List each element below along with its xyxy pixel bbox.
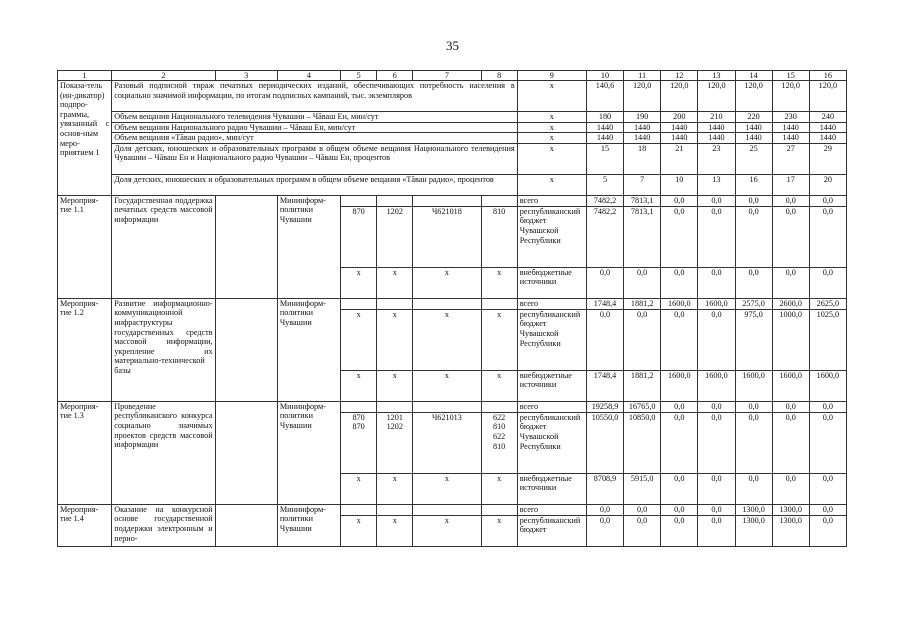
event-value-15: 0,0 <box>772 195 809 206</box>
event-target-code <box>413 504 481 515</box>
program-table <box>57 70 847 547</box>
event-value-14: 0,0 <box>735 401 772 412</box>
event-gov-code <box>341 298 377 309</box>
indicator-label: Показа-тель (ин-дикатор) подпро-граммы, увязанный с основ-ным меро-приятием 1 <box>58 81 112 196</box>
event-value-15: 0,0 <box>772 412 809 473</box>
event-value-12: 0,0 <box>661 412 698 473</box>
event-value-16: 0,0 <box>809 412 846 473</box>
event-gov-code: 870 870 <box>341 412 377 473</box>
header-col-16: 16 <box>809 71 846 81</box>
event-value-12: 0,0 <box>661 195 698 206</box>
event-value-16: 2625,0 <box>809 298 846 309</box>
event-target-code <box>413 401 481 412</box>
event-value-14: 0,0 <box>735 412 772 473</box>
indicator-value-15: 27 <box>772 143 809 174</box>
event-section-code: x <box>377 267 413 298</box>
event-section-code: x <box>377 370 413 401</box>
event-value-10: 1748,4 <box>586 370 623 401</box>
event-value-13: 1600,0 <box>698 298 735 309</box>
event-section-code: 1201 1202 <box>377 412 413 473</box>
indicator-value-12: 21 <box>661 143 698 174</box>
event-value-13: 0,0 <box>698 267 735 298</box>
indicator-x: x <box>517 112 586 123</box>
indicator-value-13: 13 <box>698 174 735 195</box>
event-funding-source: республиканский бюджет Чувашской Республики <box>517 206 586 267</box>
event-col3 <box>215 195 277 298</box>
header-col-14: 14 <box>735 71 772 81</box>
event-value-14: 0,0 <box>735 267 772 298</box>
event-value-13: 0,0 <box>698 401 735 412</box>
event-label: Мероприя-тие 1.1 <box>58 195 112 298</box>
event-value-12: 0,0 <box>661 515 698 546</box>
indicator-value-13: 1440 <box>698 122 735 133</box>
event-section-code: 1202 <box>377 206 413 267</box>
indicator-value-14: 1440 <box>735 122 772 133</box>
event-value-11: 0,0 <box>624 309 661 370</box>
indicator-value-10: 180 <box>586 112 623 123</box>
indicator-value-12: 1440 <box>661 122 698 133</box>
indicator-value-11: 120,0 <box>624 81 661 112</box>
event-value-13: 0,0 <box>698 206 735 267</box>
event-col3 <box>215 298 277 401</box>
event-gov-code <box>341 401 377 412</box>
event-value-12: 0,0 <box>661 309 698 370</box>
event-expense-code: x <box>481 267 517 298</box>
event-target-code: Ч621018 <box>413 206 481 267</box>
indicator-x: x <box>517 133 586 144</box>
event-funding-source: внебюджетные источники <box>517 473 586 504</box>
event-executor: Мининформ-политики Чувашии <box>277 504 340 546</box>
event-funding-source: республиканский бюджет Чувашской Республики <box>517 412 586 473</box>
event-label: Мероприя-тие 1.3 <box>58 401 112 504</box>
event-value-15: 1300,0 <box>772 515 809 546</box>
event-col3 <box>215 401 277 504</box>
event-value-13: 0,0 <box>698 195 735 206</box>
indicator-value-10: 5 <box>586 174 623 195</box>
event-label: Мероприя-тие 1.2 <box>58 298 112 401</box>
event-value-15: 0,0 <box>772 473 809 504</box>
header-col-5: 5 <box>341 71 377 81</box>
indicator-row <box>58 174 847 195</box>
indicator-value-14: 1440 <box>735 133 772 144</box>
header-col-1: 1 <box>58 71 112 81</box>
event-value-12: 1600,0 <box>661 370 698 401</box>
indicator-value-11: 1440 <box>624 133 661 144</box>
event-value-11: 5915,0 <box>624 473 661 504</box>
indicator-value-13: 120,0 <box>698 81 735 112</box>
indicator-value-11: 7 <box>624 174 661 195</box>
indicator-value-16: 29 <box>809 143 846 174</box>
event-target-code <box>413 298 481 309</box>
indicator-value-11: 18 <box>624 143 661 174</box>
indicator-name: Доля детских, юношеских и образовательных программ в общем объеме вещания Национального телевидения Чувашии – Чăваш Ен и Национального радио Чувашии – Чăваш Ен, процентов <box>112 143 517 174</box>
event-value-15: 2600,0 <box>772 298 809 309</box>
header-col-6: 6 <box>377 71 413 81</box>
indicator-x: x <box>517 122 586 133</box>
event-value-12: 0,0 <box>661 473 698 504</box>
event-gov-code: x <box>341 309 377 370</box>
event-expense-code: x <box>481 309 517 370</box>
indicator-value-16: 1440 <box>809 122 846 133</box>
event-expense-code: 810 <box>481 206 517 267</box>
event-label: Мероприя-тие 1.4 <box>58 504 112 546</box>
header-col-7: 7 <box>413 71 481 81</box>
event-value-14: 975,0 <box>735 309 772 370</box>
event-executor: Мининформ-политики Чувашии <box>277 298 340 401</box>
event-value-15: 1600,0 <box>772 370 809 401</box>
indicator-value-13: 210 <box>698 112 735 123</box>
event-value-11: 0,0 <box>624 267 661 298</box>
event-name: Проведение республиканского конкурса социально значимых проектов средств массовой информации <box>112 401 215 504</box>
indicator-value-15: 1440 <box>772 122 809 133</box>
event-funding-source: внебюджетные источники <box>517 267 586 298</box>
header-col-2: 2 <box>112 71 215 81</box>
event-value-13: 1600,0 <box>698 370 735 401</box>
header-col-10: 10 <box>586 71 623 81</box>
event-value-13: 0,0 <box>698 309 735 370</box>
indicator-value-15: 230 <box>772 112 809 123</box>
event-value-15: 0,0 <box>772 206 809 267</box>
event-expense-code: x <box>481 370 517 401</box>
indicator-value-16: 120,0 <box>809 81 846 112</box>
event-value-10: 19258,9 <box>586 401 623 412</box>
event-name: Оказание на конкурсной основе государственной поддержки электронным и перио- <box>112 504 215 546</box>
event-name: Государственная поддержка печатных средств массовой информации <box>112 195 215 298</box>
indicator-value-10: 140,6 <box>586 81 623 112</box>
event-value-15: 1300,0 <box>772 504 809 515</box>
event-value-10: 0,0 <box>586 515 623 546</box>
event-row <box>58 504 847 515</box>
header-col-11: 11 <box>624 71 661 81</box>
event-expense-code: 622 810 622 810 <box>481 412 517 473</box>
event-value-16: 1600,0 <box>809 370 846 401</box>
event-expense-code <box>481 195 517 206</box>
event-value-16: 0,0 <box>809 515 846 546</box>
event-target-code <box>413 195 481 206</box>
event-row <box>58 298 847 309</box>
header-col-9: 9 <box>517 71 586 81</box>
event-target-code: x <box>413 267 481 298</box>
event-value-14: 1300,0 <box>735 504 772 515</box>
event-expense-code <box>481 298 517 309</box>
event-gov-code <box>341 504 377 515</box>
header-col-15: 15 <box>772 71 809 81</box>
event-executor: Мининформ-политики Чувашии <box>277 195 340 298</box>
indicator-value-10: 1440 <box>586 133 623 144</box>
event-value-10: 1748,4 <box>586 298 623 309</box>
event-gov-code: 870 <box>341 206 377 267</box>
event-value-14: 1600,0 <box>735 370 772 401</box>
event-value-16: 0,0 <box>809 473 846 504</box>
event-gov-code <box>341 195 377 206</box>
event-section-code <box>377 401 413 412</box>
event-expense-code <box>481 401 517 412</box>
event-value-13: 0,0 <box>698 504 735 515</box>
indicator-name: Объем вещания «Тăван радио», мин/сут <box>112 133 517 144</box>
indicator-value-14: 120,0 <box>735 81 772 112</box>
event-value-16: 1025,0 <box>809 309 846 370</box>
event-section-code: x <box>377 309 413 370</box>
indicator-value-12: 1440 <box>661 133 698 144</box>
header-col-12: 12 <box>661 71 698 81</box>
event-value-12: 0,0 <box>661 206 698 267</box>
indicator-value-15: 120,0 <box>772 81 809 112</box>
event-value-11: 0,0 <box>624 504 661 515</box>
header-col-3: 3 <box>215 71 277 81</box>
event-expense-code <box>481 504 517 515</box>
event-gov-code: x <box>341 473 377 504</box>
event-target-code: Ч621013 <box>413 412 481 473</box>
indicator-value-15: 17 <box>772 174 809 195</box>
indicator-value-11: 190 <box>624 112 661 123</box>
event-expense-code: x <box>481 473 517 504</box>
event-value-11: 1881,2 <box>624 370 661 401</box>
event-value-12: 0,0 <box>661 504 698 515</box>
event-value-11: 1881,2 <box>624 298 661 309</box>
indicator-value-16: 240 <box>809 112 846 123</box>
indicator-value-16: 1440 <box>809 133 846 144</box>
event-section-code <box>377 504 413 515</box>
event-value-10: 10550,0 <box>586 412 623 473</box>
event-gov-code: x <box>341 515 377 546</box>
event-row <box>58 195 847 206</box>
event-value-16: 0,0 <box>809 504 846 515</box>
event-gov-code: x <box>341 267 377 298</box>
event-section-code: x <box>377 473 413 504</box>
event-section-code <box>377 195 413 206</box>
indicator-row <box>58 122 847 133</box>
indicator-value-16: 20 <box>809 174 846 195</box>
indicator-value-14: 220 <box>735 112 772 123</box>
event-target-code: x <box>413 515 481 546</box>
event-value-10: 0,0 <box>586 309 623 370</box>
event-value-14: 0,0 <box>735 195 772 206</box>
event-value-11: 16765,0 <box>624 401 661 412</box>
header-col-8: 8 <box>481 71 517 81</box>
page-number: 35 <box>446 38 459 53</box>
header-col-13: 13 <box>698 71 735 81</box>
event-funding-source: внебюджетные источники <box>517 370 586 401</box>
event-value-11: 0,0 <box>624 515 661 546</box>
event-value-10: 8708,9 <box>586 473 623 504</box>
indicator-value-14: 16 <box>735 174 772 195</box>
indicator-value-14: 25 <box>735 143 772 174</box>
header-col-4: 4 <box>277 71 340 81</box>
event-funding-source: республиканский бюджет <box>517 515 586 546</box>
header-row <box>58 71 847 81</box>
event-value-13: 0,0 <box>698 515 735 546</box>
event-value-11: 10850,0 <box>624 412 661 473</box>
event-gov-code: x <box>341 370 377 401</box>
event-value-10: 0,0 <box>586 504 623 515</box>
indicator-row <box>58 143 847 174</box>
event-target-code: x <box>413 309 481 370</box>
indicator-row <box>58 112 847 123</box>
event-value-12: 1600,0 <box>661 298 698 309</box>
event-value-11: 7813,1 <box>624 195 661 206</box>
indicator-value-12: 120,0 <box>661 81 698 112</box>
indicator-x: x <box>517 174 586 195</box>
indicator-value-13: 23 <box>698 143 735 174</box>
event-value-14: 1300,0 <box>735 515 772 546</box>
indicator-value-12: 200 <box>661 112 698 123</box>
indicator-row <box>58 81 847 112</box>
event-value-14: 0,0 <box>735 206 772 267</box>
event-value-10: 7482,2 <box>586 195 623 206</box>
event-funding-source: республиканский бюджет Чувашской Республики <box>517 309 586 370</box>
indicator-value-11: 1440 <box>624 122 661 133</box>
event-funding-source: всего <box>517 401 586 412</box>
event-value-13: 0,0 <box>698 412 735 473</box>
event-value-16: 0,0 <box>809 401 846 412</box>
event-executor: Мининформ-политики Чувашии <box>277 401 340 504</box>
event-value-14: 0,0 <box>735 473 772 504</box>
indicator-name: Объем вещания Национального телевидения Чувашии – Чăваш Ен, мин/сут <box>112 112 517 123</box>
event-value-15: 1000,0 <box>772 309 809 370</box>
indicator-row <box>58 133 847 144</box>
indicator-value-10: 15 <box>586 143 623 174</box>
event-value-13: 0,0 <box>698 473 735 504</box>
indicator-value-13: 1440 <box>698 133 735 144</box>
event-value-14: 2575,0 <box>735 298 772 309</box>
indicator-x: x <box>517 143 586 174</box>
event-col3 <box>215 504 277 546</box>
event-value-16: 0,0 <box>809 267 846 298</box>
event-funding-source: всего <box>517 504 586 515</box>
indicator-name: Доля детских, юношеских и образовательных программ в общем объеме вещания «Тăван радио», процентов <box>112 174 517 195</box>
event-value-15: 0,0 <box>772 267 809 298</box>
event-expense-code: x <box>481 515 517 546</box>
event-name: Развитие информационно-коммуникационной инфраструктуры государственных средств массовой информации, укрепление их материально-технической базы <box>112 298 215 401</box>
event-value-10: 7482,2 <box>586 206 623 267</box>
indicator-value-10: 1440 <box>586 122 623 133</box>
indicator-name: Объем вещания Национального радио Чувашии – Чăваш Ен, мин/сут <box>112 122 517 133</box>
event-section-code <box>377 298 413 309</box>
event-target-code: x <box>413 370 481 401</box>
event-value-12: 0,0 <box>661 401 698 412</box>
indicator-x: x <box>517 81 586 112</box>
event-value-12: 0,0 <box>661 267 698 298</box>
event-row <box>58 401 847 412</box>
event-target-code: x <box>413 473 481 504</box>
event-funding-source: всего <box>517 298 586 309</box>
event-value-16: 0,0 <box>809 195 846 206</box>
event-value-11: 7813,1 <box>624 206 661 267</box>
event-value-10: 0,0 <box>586 267 623 298</box>
event-funding-source: всего <box>517 195 586 206</box>
indicator-value-12: 10 <box>661 174 698 195</box>
indicator-value-15: 1440 <box>772 133 809 144</box>
indicator-name: Разовый подписной тираж печатных периодических изданий, обеспечивающих потребность населения в социально значимой информации, по итогам подписных кампаний, тыс. экземпляров <box>112 81 517 112</box>
event-value-16: 0,0 <box>809 206 846 267</box>
event-section-code: x <box>377 515 413 546</box>
event-value-15: 0,0 <box>772 401 809 412</box>
